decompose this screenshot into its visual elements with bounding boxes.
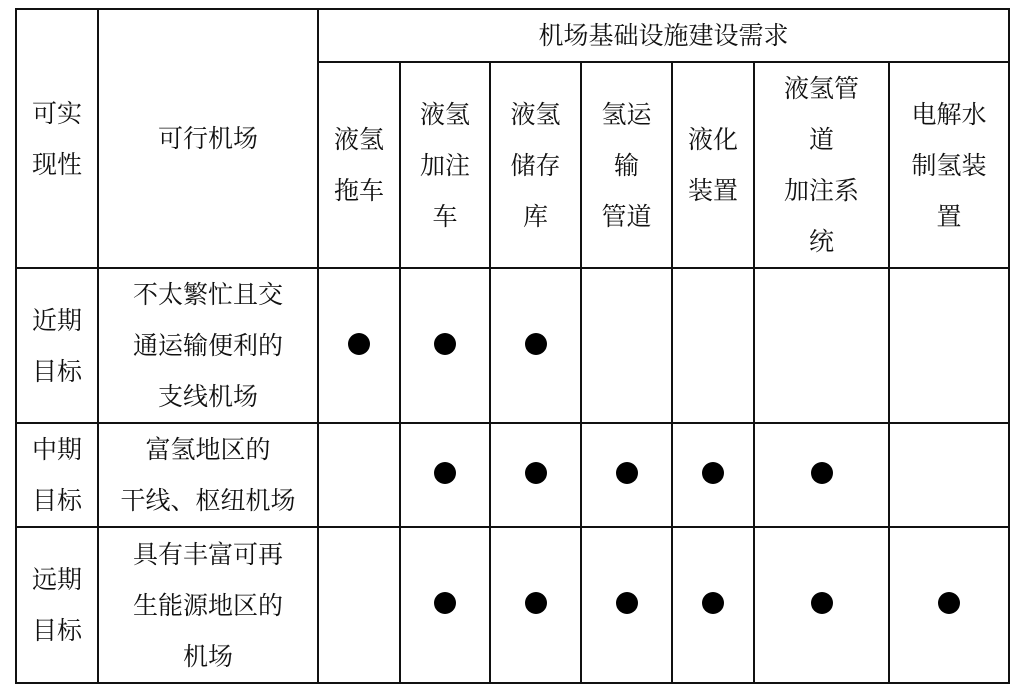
infrastructure-group-header: 机场基础设施建设需求	[318, 9, 1009, 62]
mark-cell	[754, 527, 889, 683]
table-row	[16, 268, 1009, 423]
airport-cell: 具有丰富可再 生能源地区的 机场	[98, 527, 318, 683]
filled-circle-icon	[702, 462, 724, 484]
feasibility-header: 可实 现性	[16, 9, 98, 268]
mark-cell	[400, 527, 490, 683]
column-header: 液氢 储存 库	[490, 62, 581, 268]
term-cell: 远期 目标	[16, 527, 98, 683]
mark-cell	[889, 268, 1009, 423]
column-header: 电解水 制氢装 置	[889, 62, 1009, 268]
column-header: 液氢 加注 车	[400, 62, 490, 268]
table-row	[16, 527, 1009, 683]
mark-cell	[318, 527, 400, 683]
mark-cell	[889, 527, 1009, 683]
airport-header: 可行机场	[98, 9, 318, 268]
airport-cell: 不太繁忙且交 通运输便利的 支线机场	[98, 268, 318, 423]
column-header: 液化 装置	[672, 62, 754, 268]
filled-circle-icon	[434, 462, 456, 484]
mark-cell	[672, 423, 754, 527]
mark-cell	[318, 423, 400, 527]
mark-cell	[754, 268, 889, 423]
filled-circle-icon	[348, 333, 370, 355]
mark-cell	[581, 423, 672, 527]
filled-circle-icon	[525, 462, 547, 484]
mark-cell	[490, 423, 581, 527]
mark-cell	[581, 268, 672, 423]
filled-circle-icon	[616, 462, 638, 484]
mark-cell	[400, 268, 490, 423]
filled-circle-icon	[434, 333, 456, 355]
airport-cell: 富氢地区的 干线、枢纽机场	[98, 423, 318, 527]
filled-circle-icon	[938, 592, 960, 614]
airport-infrastructure-table	[15, 8, 1010, 684]
mark-cell	[581, 527, 672, 683]
mark-cell	[672, 527, 754, 683]
mark-cell	[754, 423, 889, 527]
mark-cell	[889, 423, 1009, 527]
filled-circle-icon	[811, 592, 833, 614]
filled-circle-icon	[434, 592, 456, 614]
filled-circle-icon	[525, 333, 547, 355]
mark-cell	[400, 423, 490, 527]
mark-cell	[490, 527, 581, 683]
mark-cell	[318, 268, 400, 423]
mark-cell	[490, 268, 581, 423]
term-cell: 中期 目标	[16, 423, 98, 527]
filled-circle-icon	[525, 592, 547, 614]
mark-cell	[672, 268, 754, 423]
filled-circle-icon	[702, 592, 724, 614]
column-header: 氢运 输 管道	[581, 62, 672, 268]
filled-circle-icon	[616, 592, 638, 614]
term-cell: 近期 目标	[16, 268, 98, 423]
filled-circle-icon	[811, 462, 833, 484]
table-row	[16, 423, 1009, 527]
column-header: 液氢 拖车	[318, 62, 400, 268]
column-header: 液氢管 道 加注系 统	[754, 62, 889, 268]
